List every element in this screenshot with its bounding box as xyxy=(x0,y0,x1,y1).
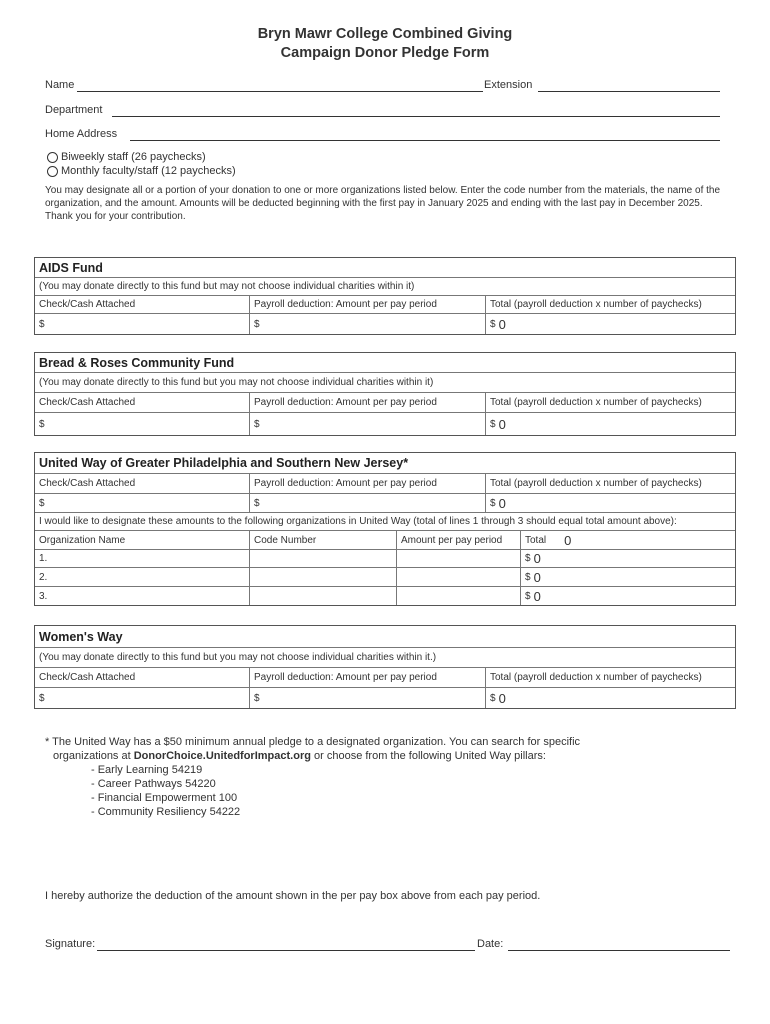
payroll-header: Payroll deduction: Amount per pay period xyxy=(250,393,486,412)
authorization-statement: I hereby authorize the deduction of the amount shown in the per pay box above from each pay period. xyxy=(45,890,541,902)
womens-way-header: Women's Way xyxy=(35,626,735,648)
aids-payroll-input[interactable] xyxy=(250,314,486,334)
monthly-label: Monthly faculty/staff (12 paychecks) xyxy=(61,165,236,177)
org-total-value: 0 xyxy=(564,532,572,548)
org-line-2-code[interactable] xyxy=(250,568,397,586)
total-header: Total (payroll deduction x number of paychecks) xyxy=(490,478,702,489)
bread-total-value: 0 xyxy=(498,416,506,432)
signature-label: Signature: xyxy=(45,938,96,950)
dollar-sign: $ xyxy=(525,590,531,602)
dollar-sign: $ xyxy=(490,497,496,509)
payroll-header: Payroll deduction: Amount per pay period xyxy=(250,668,486,687)
total-header: Total (payroll deduction x number of paychecks) xyxy=(490,672,702,683)
womens-total-value: 0 xyxy=(498,690,506,706)
united-payroll-input[interactable] xyxy=(250,494,486,512)
check-header: Check/Cash Attached xyxy=(35,296,250,313)
aids-fund-note: (You may donate directly to this fund but may not choose individual charities within it) xyxy=(35,278,735,296)
check-header: Check/Cash Attached xyxy=(35,668,250,687)
united-designate-note: I would like to designate these amounts to the following organizations in United Way (total of lines 1 through 3 should equal total amount above): xyxy=(35,513,735,531)
name-field[interactable] xyxy=(77,91,483,92)
check-header: Check/Cash Attached xyxy=(35,393,250,412)
bread-total-field[interactable] xyxy=(486,413,735,435)
bread-check-input[interactable] xyxy=(35,413,250,435)
home-address-label: Home Address xyxy=(45,128,118,140)
org-line-1-total-value: 0 xyxy=(533,551,541,566)
footnote-line2-pre: organizations at xyxy=(53,750,134,762)
dollar-sign: $ xyxy=(490,692,496,704)
bread-payroll-input[interactable] xyxy=(250,413,486,435)
dollar-sign: $ xyxy=(254,318,260,330)
united-header-row xyxy=(35,474,735,494)
dollar-sign: $ xyxy=(39,497,45,509)
extension-label: Extension xyxy=(484,79,533,91)
bread-input-row xyxy=(35,413,735,435)
dollar-sign: $ xyxy=(490,418,496,430)
signature-field[interactable] xyxy=(97,950,475,951)
dollar-sign: $ xyxy=(254,497,260,509)
pillar-item: - Financial Empowerment 100 xyxy=(91,792,238,804)
footnote-line2 xyxy=(45,749,580,763)
org-line-1-code[interactable] xyxy=(250,550,397,567)
org-line-3-total-value: 0 xyxy=(533,588,541,604)
extension-field[interactable] xyxy=(538,91,720,92)
aids-total-field[interactable] xyxy=(486,314,735,334)
date-label: Date: xyxy=(477,938,504,950)
biweekly-label: Biweekly staff (26 paychecks) xyxy=(61,151,206,163)
aids-total-value: 0 xyxy=(498,316,506,332)
org-line-2 xyxy=(35,568,735,587)
aids-fund-section xyxy=(34,257,736,335)
department-field[interactable] xyxy=(112,116,720,117)
org-line-2-total[interactable] xyxy=(521,568,735,586)
home-address-field[interactable] xyxy=(130,140,720,141)
payroll-header: Payroll deduction: Amount per pay period xyxy=(250,296,486,313)
womens-input-row xyxy=(35,688,735,708)
united-check-input[interactable] xyxy=(35,494,250,512)
united-way-header: United Way of Greater Philadelphia and Southern New Jersey* xyxy=(35,453,735,474)
footnote-line2-post: or choose from the following United Way pillars: xyxy=(310,750,546,762)
org-line-3 xyxy=(35,587,735,605)
aids-check-input[interactable] xyxy=(35,314,250,334)
org-line-2-amount[interactable] xyxy=(397,568,521,586)
org-line-1-amount[interactable] xyxy=(397,550,521,567)
org-line-3-code[interactable] xyxy=(250,587,397,605)
united-input-row xyxy=(35,494,735,513)
form-title-line2: Campaign Donor Pledge Form xyxy=(280,45,490,61)
bread-roses-header: Bread & Roses Community Fund xyxy=(35,353,735,373)
aids-input-row xyxy=(35,314,735,334)
amount-per-pay-header: Amount per pay period xyxy=(397,531,521,549)
womens-way-section xyxy=(34,625,736,709)
womens-payroll-input[interactable] xyxy=(250,688,486,708)
check-header: Check/Cash Attached xyxy=(35,474,250,493)
donor-choice-link[interactable]: DonorChoice.UnitedforImpact.org xyxy=(133,750,311,762)
org-line-3-name[interactable]: 3. xyxy=(35,587,250,605)
footnote-line1: * The United Way has a $50 minimum annual pledge to a designated organization. You can search for specific xyxy=(45,736,581,748)
united-way-footnote xyxy=(45,735,580,819)
dollar-sign: $ xyxy=(525,571,531,583)
bread-roses-note: (You may donate directly to this fund but you may not choose individual charities within it) xyxy=(35,373,735,393)
name-label: Name xyxy=(45,79,75,91)
date-field[interactable] xyxy=(508,950,730,951)
org-line-1-name[interactable]: 1. xyxy=(35,550,250,567)
united-way-section xyxy=(34,452,736,606)
radio-icon[interactable] xyxy=(47,152,58,163)
biweekly-option[interactable] xyxy=(47,151,206,163)
org-line-2-total-value: 0 xyxy=(533,569,541,585)
womens-header-row xyxy=(35,668,735,688)
org-line-2-name[interactable]: 2. xyxy=(35,568,250,586)
intro-text: You may designate all or a portion of your donation to one or more organizations listed below. Enter the code number from the materials, the name of the organization, and the amount. Amounts will be deducted beginning with the first pay in January 2025 and ending with the last pay in December 2025. Thank you for your contribution. xyxy=(45,185,721,222)
womens-check-input[interactable] xyxy=(35,688,250,708)
org-total-label: Total xyxy=(525,534,547,546)
department-label: Department xyxy=(45,104,103,116)
org-total-header xyxy=(521,531,735,549)
org-header-row xyxy=(35,531,735,550)
org-line-3-amount[interactable] xyxy=(397,587,521,605)
united-total-value: 0 xyxy=(498,495,506,511)
pillar-item: - Community Resiliency 54222 xyxy=(91,806,241,818)
code-number-header: Code Number xyxy=(250,531,397,549)
dollar-sign: $ xyxy=(39,318,45,330)
aids-header-row xyxy=(35,296,735,314)
pillar-item: - Early Learning 54219 xyxy=(91,764,203,776)
womens-way-note: (You may donate directly to this fund but you may not choose individual charities within it.) xyxy=(35,648,735,668)
dollar-sign: $ xyxy=(254,418,260,430)
dollar-sign: $ xyxy=(254,692,260,704)
form-title-line1: Bryn Mawr College Combined Giving xyxy=(257,26,513,42)
dollar-sign: $ xyxy=(490,318,496,330)
aids-fund-header: AIDS Fund xyxy=(35,258,735,278)
total-header: Total (payroll deduction x number of paychecks) xyxy=(490,397,702,408)
monthly-option[interactable] xyxy=(47,165,236,177)
org-line-1 xyxy=(35,550,735,568)
org-line-1-total[interactable] xyxy=(521,550,735,567)
bread-header-row xyxy=(35,393,735,413)
womens-total-field[interactable] xyxy=(486,688,735,708)
org-line-3-total[interactable] xyxy=(521,587,735,605)
united-total-field[interactable] xyxy=(486,494,735,512)
dollar-sign: $ xyxy=(39,418,45,430)
payroll-header: Payroll deduction: Amount per pay period xyxy=(250,474,486,493)
pillar-item: - Career Pathways 54220 xyxy=(91,778,216,790)
total-header: Total (payroll deduction x number of paychecks) xyxy=(490,299,702,310)
bread-roses-section xyxy=(34,352,736,436)
org-name-header: Organization Name xyxy=(35,531,250,549)
radio-icon[interactable] xyxy=(47,166,58,177)
dollar-sign: $ xyxy=(39,692,45,704)
dollar-sign: $ xyxy=(525,553,531,564)
